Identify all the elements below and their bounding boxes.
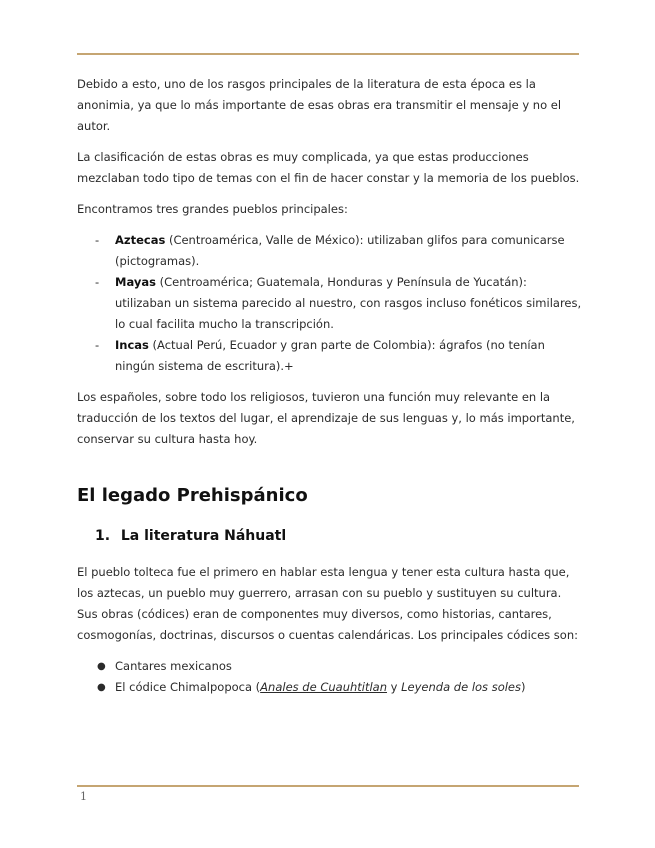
people-description: (Centroamérica; Guatemala, Honduras y Península de Yucatán): utilizaban un sistema parecido al nuestro, con rasgos incluso fonéticos similares, lo cual facilita mucho la transcripción.: [115, 275, 582, 331]
bullet-marker: ●: [97, 661, 106, 672]
people-description: (Actual Perú, Ecuador y gran parte de Colombia): ágrafos (no tenían ningún sistema de escritura).+: [115, 338, 545, 373]
codex-conjunction: y: [387, 680, 402, 694]
dash-marker: -: [95, 233, 100, 247]
list-item: [77, 230, 582, 272]
people-description: (Centroamérica, Valle de México): utilizaban glifos para comunicarse (pictogramas).: [115, 233, 565, 268]
codices-list: [77, 656, 582, 698]
codex-name: Cantares mexicanos: [115, 659, 232, 673]
paragraph-clasificacion: La clasificación de estas obras es muy complicada, ya que estas producciones mezclaban todo tipo de temas con el fin de hacer constar y la memoria de los pueblos.: [77, 150, 580, 185]
paragraph-anonimia: Debido a esto, uno de los rasgos principales de la literatura de esta época es la anonimia, ya que lo más importante de esas obras era transmitir el mensaje y no el autor.: [77, 77, 562, 133]
section-title: El legado Prehispánico: [77, 485, 308, 506]
list-item: [77, 677, 582, 698]
peoples-list: [77, 230, 582, 377]
paragraph-pueblos-intro: Encontramos tres grandes pueblos principales:: [77, 202, 348, 216]
codex-suffix: ): [521, 680, 526, 694]
footer-rule: [77, 785, 579, 787]
dash-marker: -: [95, 275, 100, 289]
people-name: Aztecas: [115, 233, 166, 247]
list-item: [77, 656, 582, 677]
list-item: [77, 272, 582, 335]
people-name: Mayas: [115, 275, 156, 289]
codex-title-leyenda: Leyenda de los soles: [401, 680, 521, 694]
paragraph-espanoles: Los españoles, sobre todo los religiosos, tuvieron una función muy relevante en la traducción de los textos del lugar, el aprendizaje de sus lenguas y, lo más importante, conservar su cultura hasta hoy.: [77, 390, 575, 446]
list-item: [77, 335, 582, 377]
paragraph-nahuatl: El pueblo tolteca fue el primero en hablar esta lengua y tener esta cultura hasta que, los aztecas, un pueblo muy guerrero, arrasan con su pueblo y sustituyen su cultura. Sus obras (códices) eran de componentes muy diversos, como historias, cantares, cosmogonías, doctrinas, discursos o cuentas calendáricas. Los principales códices son:: [77, 565, 578, 642]
subsection-number: 1.: [95, 528, 111, 544]
codex-prefix: El códice Chimalpopoca (: [115, 680, 261, 694]
subsection-title: [77, 526, 582, 546]
header-rule: [77, 53, 579, 55]
subsection-label: La literatura Náhuatl: [120, 528, 287, 544]
bullet-marker: ●: [97, 682, 106, 693]
codex-title-anales: Anales de Cuauhtitlan: [260, 680, 388, 694]
page-number: 1: [80, 790, 87, 803]
document-body: [77, 74, 582, 698]
dash-marker: -: [95, 338, 100, 352]
people-name: Incas: [115, 338, 149, 352]
